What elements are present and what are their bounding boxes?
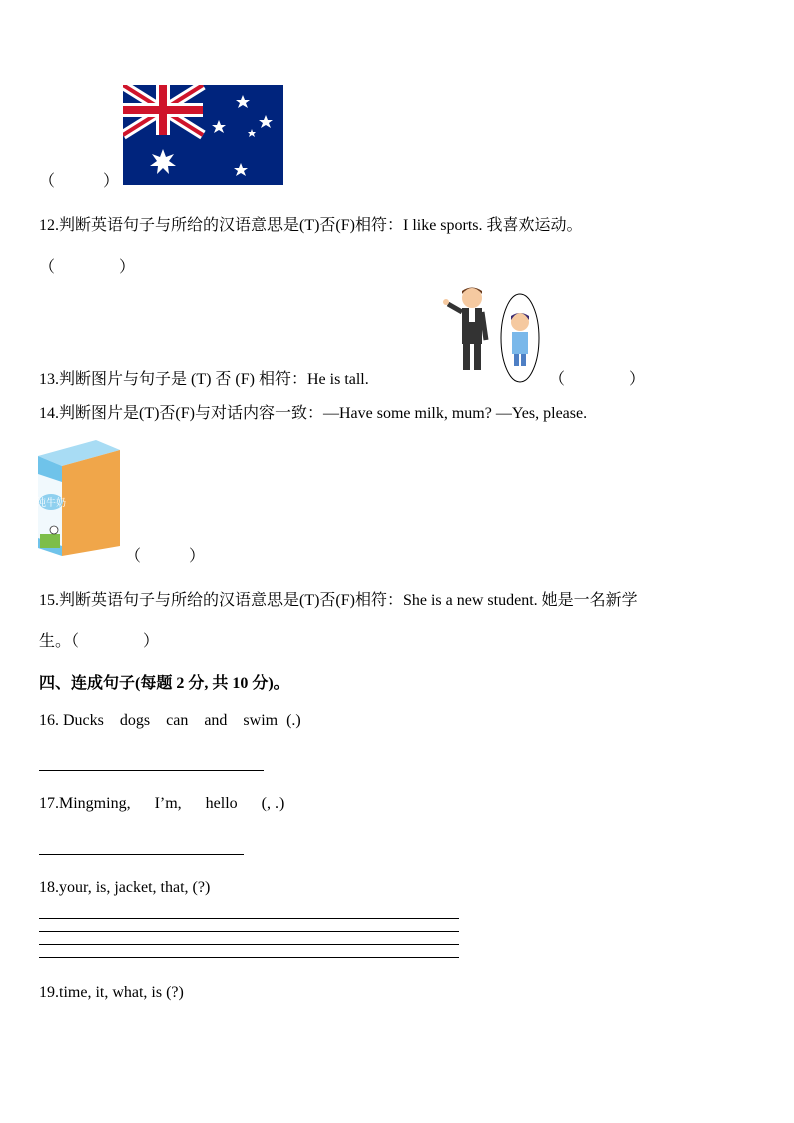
q13-answer-paren: （ ） xyxy=(549,371,646,388)
question-15-text-line1: 15.判断英语句子与所给的汉语意思是(T)否(F)相符：She is a new student. 她是一名新学 xyxy=(39,592,638,609)
question-17-text: 17.Mingming, I’m, hello (, .) xyxy=(39,795,285,812)
question-19-text: 19.time, it, what, is (?) xyxy=(39,984,184,1001)
q12-answer-paren: （ ） xyxy=(39,259,136,276)
q16-answer-line xyxy=(39,770,264,771)
q18-answer-line-1 xyxy=(39,918,459,919)
australia-flag-image xyxy=(123,85,283,185)
q18-answer-line-3 xyxy=(39,944,459,945)
q18-answer-line-2 xyxy=(39,931,459,932)
question-14-text: 14.判断图片是(T)否(F)与对话内容一致：—Have some milk, mum? —Yes, please. xyxy=(39,405,588,422)
carton-label: 纯牛奶 xyxy=(36,498,66,509)
q11-answer-paren: （ ） xyxy=(39,173,120,190)
section-4-heading: 四、连成句子(每题 2 分, 共 10 分)。 xyxy=(39,675,290,692)
question-16-text: 16. Ducks dogs can and swim (.) xyxy=(39,712,301,729)
question-13-text: 13.判断图片与句子是 (T) 否 (F) 相符：He is tall. xyxy=(39,371,369,388)
question-18-text: 18.your, is, jacket, that, (?) xyxy=(39,879,211,896)
tall-man-and-boy-image xyxy=(440,284,546,384)
q18-answer-line-4 xyxy=(39,957,459,958)
question-15-text-line2: 生。（ ） xyxy=(39,633,160,650)
milk-carton-image xyxy=(36,438,126,560)
question-12-text: 12.判断英语句子与所给的汉语意思是(T)否(F)相符：I like sports. 我喜欢运动。 xyxy=(39,217,583,234)
q14-answer-paren: （ ） xyxy=(125,548,206,565)
q17-answer-line xyxy=(39,854,244,855)
